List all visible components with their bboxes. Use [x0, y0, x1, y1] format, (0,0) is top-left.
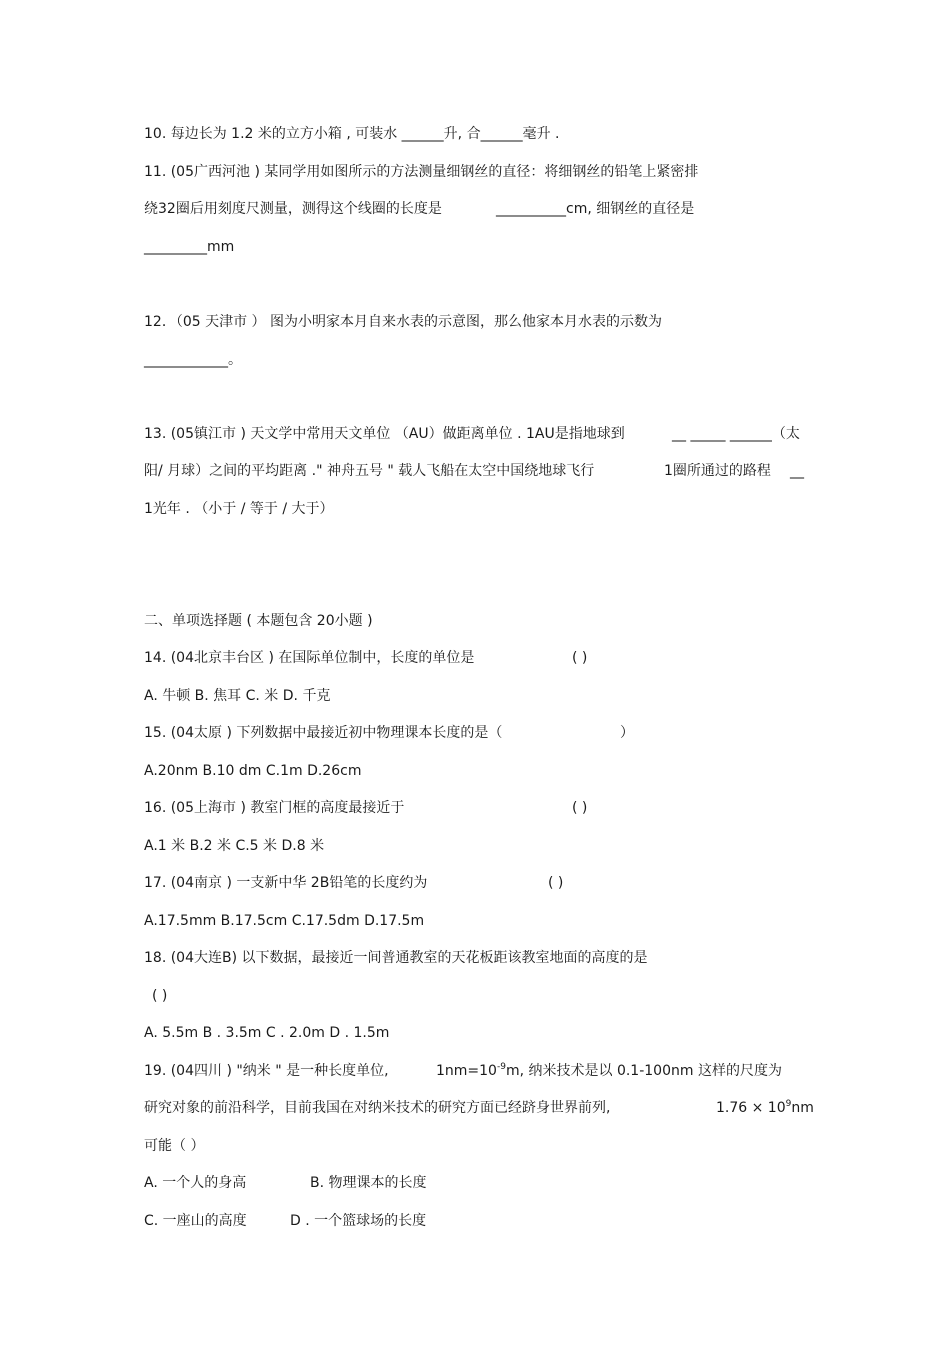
- q19-option-c: C. 一座山的高度: [144, 1213, 247, 1229]
- q13-line-1: 13. (05镇江市 ) 天文学中常用天文单位 （AU）做距离单位 . 1AU是指地球到: [144, 426, 625, 442]
- q15-text: 15. (04太原 ) 下列数据中最接近初中物理课本长度的是（: [144, 725, 503, 741]
- q11-blank-mm: _________mm: [144, 239, 235, 255]
- q19-line-3: 可能（ ）: [144, 1138, 205, 1154]
- q18-paren: ( ): [152, 988, 168, 1004]
- q16-paren: ( ): [572, 800, 588, 816]
- q17-options: A.17.5mm B.17.5cm C.17.5dm D.17.5m: [144, 913, 425, 929]
- q19-line-1: 19. (04四川 ) "纳米 " 是一种长度单位,: [144, 1063, 389, 1079]
- q14-paren: ( ): [572, 650, 588, 666]
- q16-text: 16. (05上海市 ) 教室门框的高度最接近于: [144, 800, 405, 816]
- q11-blank-cm: __________cm, 细钢丝的直径是: [496, 201, 695, 217]
- q19-value: $1.76 \times 10^9nm$: [716, 1099, 814, 1116]
- q19-line-2: 研究对象的前沿科学，目前我国在对纳米技术的研究方面已经跻身世界前列,: [144, 1100, 611, 1116]
- q16-options: A.1 米 B.2 米 C.5 米 D.8 米: [144, 838, 325, 854]
- q12-line-1: 12．（05 天津市 ） 图为小明家本月自来水表的示意图，那么他家本月水表的示数为: [144, 314, 662, 330]
- q13-line-2: 阳/ 月球）之间的平均距离 ." 神舟五号 " 载人飞船在太空中国绕地球飞行: [144, 463, 595, 479]
- q18-text: 18. (04大连B) 以下数据，最接近一间普通教室的天花板距该教室地面的高度的是: [144, 950, 648, 966]
- q14-options: A. 牛顿 B. 焦耳 C. 米 D. 千克: [144, 688, 331, 704]
- q17-text: 17. (04南京 ) 一支新中华 2B铅笔的长度约为: [144, 875, 428, 891]
- q15-options: A.20nm B.10 dm C.1m D.26cm: [144, 763, 362, 779]
- q19-option-a: A. 一个人的身高: [144, 1175, 247, 1191]
- q10-text: 10. 每边长为 1.2 米的立方小箱 , 可装水 ______升, 合______毫升 .: [144, 126, 560, 142]
- q19-option-d: D . 一个篮球场的长度: [290, 1213, 427, 1229]
- q17-paren: ( ): [548, 875, 564, 891]
- q13-line-3: 1光年 . （小于 / 等于 / 大于）: [144, 501, 334, 517]
- q13-line-2b: 1圈所通过的路程: [664, 463, 771, 479]
- q13-blank-2: __: [790, 463, 804, 479]
- q11-line-1: 11. (05广西河池 ) 某同学用如图所示的方法测量细钢丝的直径：将细钢丝的铅笔上紧密排: [144, 164, 699, 180]
- q19-option-b: B. 物理课本的长度: [310, 1175, 427, 1191]
- q18-options: A. 5.5m B . 3.5m C . 2.0m D . 1.5m: [144, 1025, 390, 1041]
- q11-line-2: 绕32圈后用刻度尺测量，测得这个线圈的长度是: [144, 201, 442, 217]
- q13-blank-1: __ _____ ______（太: [672, 426, 800, 442]
- q15-paren: ）: [620, 725, 634, 741]
- q19-line-1b: $1nm=10^{-9}m$, 纳米技术是以 0.1-100nm 这样的尺度为: [436, 1062, 782, 1079]
- q14-text: 14. (04北京丰台区 ) 在国际单位制中，长度的单位是: [144, 650, 475, 666]
- q12-blank: ____________。: [144, 352, 242, 368]
- section-2-heading: 二、单项选择题 ( 本题包含 20小题 ): [144, 613, 373, 629]
